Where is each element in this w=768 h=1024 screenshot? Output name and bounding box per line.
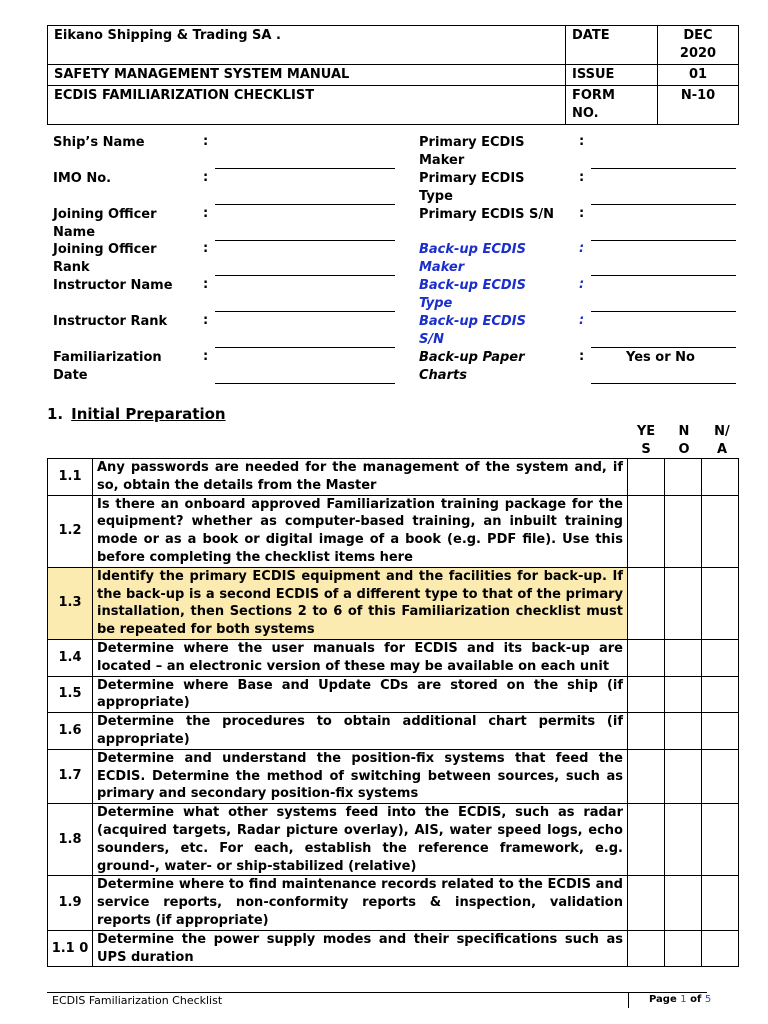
colon: : bbox=[579, 313, 585, 328]
checklist-row bbox=[48, 804, 739, 876]
issue-value: 01 bbox=[658, 65, 739, 86]
item-number: 1.9 bbox=[48, 876, 93, 930]
checklist-row bbox=[48, 495, 739, 567]
item-number: 1.7 bbox=[48, 749, 93, 803]
item-text: Determine where to find maintenance records related to the ECDIS and service reports, non-conformity reports & inspection, validation reports (if appropriate) bbox=[93, 876, 628, 930]
checkbox-no[interactable] bbox=[665, 567, 702, 639]
item-text: Determine where Base and Update CDs are stored on the ship (if appropriate) bbox=[93, 676, 628, 713]
checkbox-na[interactable] bbox=[702, 676, 739, 713]
checkbox-na[interactable] bbox=[702, 459, 739, 496]
checkbox-na[interactable] bbox=[702, 713, 739, 750]
checklist-row bbox=[48, 876, 739, 930]
primary-sn-field[interactable] bbox=[591, 240, 736, 241]
manual-title: SAFETY MANAGEMENT SYSTEM MANUAL bbox=[48, 65, 566, 86]
colon: : bbox=[203, 134, 209, 149]
checklist-row bbox=[48, 639, 739, 676]
joining-officer-rank-field[interactable] bbox=[215, 275, 395, 276]
colon: : bbox=[203, 277, 209, 292]
backup-maker-field[interactable] bbox=[591, 275, 736, 276]
col-header-no: N O bbox=[678, 424, 690, 457]
footer-divider bbox=[628, 992, 629, 1008]
item-number: 1.1 bbox=[48, 459, 93, 496]
instructor-name-field[interactable] bbox=[215, 311, 395, 312]
backup-maker-label: Back-up ECDIS Maker bbox=[419, 242, 526, 275]
imo-field[interactable] bbox=[215, 204, 395, 205]
checklist-row bbox=[48, 459, 739, 496]
colon: : bbox=[579, 277, 585, 292]
checkbox-no[interactable] bbox=[665, 639, 702, 676]
backup-paper-charts-label: Back-up Paper Charts bbox=[419, 350, 525, 383]
checkbox-no[interactable] bbox=[665, 495, 702, 567]
colon: : bbox=[203, 313, 209, 328]
primary-sn-label: Primary ECDIS S/N bbox=[419, 207, 555, 222]
form-label bbox=[566, 86, 658, 125]
item-number: 1.3 bbox=[48, 567, 93, 639]
form-label-1: FORM bbox=[572, 88, 615, 103]
colon: : bbox=[579, 349, 585, 364]
vessel-info-section bbox=[47, 130, 747, 390]
checkbox-na[interactable] bbox=[702, 495, 739, 567]
ships-name-field[interactable] bbox=[215, 168, 395, 169]
colon: : bbox=[579, 134, 585, 149]
checklist-title: ECDIS FAMILIARIZATION CHECKLIST bbox=[48, 86, 566, 125]
item-number: 1.1 0 bbox=[48, 930, 93, 967]
checkbox-no[interactable] bbox=[665, 749, 702, 803]
issue-label: ISSUE bbox=[566, 65, 658, 86]
form-label-2: NO. bbox=[572, 106, 599, 121]
familiarization-date-label: Familiarization Date bbox=[53, 350, 162, 383]
item-text: Determine and understand the position-fix systems that feed the ECDIS. Determine the method of switching between sources, such as primary and secondary position-fix systems bbox=[93, 749, 628, 803]
colon: : bbox=[579, 241, 585, 256]
section-heading bbox=[47, 405, 226, 423]
item-text: Determine the power supply modes and their specifications such as UPS duration bbox=[93, 930, 628, 967]
item-number: 1.2 bbox=[48, 495, 93, 567]
checkbox-no[interactable] bbox=[665, 713, 702, 750]
footer-rule bbox=[47, 992, 707, 993]
checklist-row bbox=[48, 567, 739, 639]
checkbox-no[interactable] bbox=[665, 876, 702, 930]
colon: : bbox=[203, 241, 209, 256]
col-header-yes: YE S bbox=[636, 424, 656, 457]
item-number: 1.4 bbox=[48, 639, 93, 676]
checkbox-yes[interactable] bbox=[628, 567, 665, 639]
section-number: 1. bbox=[47, 405, 64, 423]
section-title: Initial Preparation bbox=[71, 405, 226, 423]
colon: : bbox=[579, 170, 585, 185]
colon: : bbox=[203, 170, 209, 185]
checkbox-na[interactable] bbox=[702, 930, 739, 967]
colon: : bbox=[203, 349, 209, 364]
backup-paper-charts-field[interactable] bbox=[591, 383, 736, 384]
instructor-rank-label: Instructor Rank bbox=[53, 314, 168, 329]
item-text: Any passwords are needed for the management of the system and, if so, obtain the details from the Master bbox=[93, 459, 628, 496]
colon: : bbox=[579, 206, 585, 221]
checkbox-yes[interactable] bbox=[628, 676, 665, 713]
backup-type-label: Back-up ECDIS Type bbox=[419, 278, 526, 311]
primary-type-label: Primary ECDIS Type bbox=[419, 171, 525, 204]
checkbox-no[interactable] bbox=[665, 676, 702, 713]
checkbox-yes[interactable] bbox=[628, 495, 665, 567]
date-year: 2020 bbox=[679, 46, 717, 61]
company-name: Eikano Shipping & Trading SA . bbox=[48, 26, 566, 65]
joining-officer-name-label: Joining Officer Name bbox=[53, 207, 157, 240]
joining-officer-name-field[interactable] bbox=[215, 240, 395, 241]
item-text: Determine where the user manuals for ECDIS and its back-up are located – an electronic version of these may be available on each unit bbox=[93, 639, 628, 676]
checkbox-na[interactable] bbox=[702, 749, 739, 803]
familiarization-date-field[interactable] bbox=[215, 383, 395, 384]
backup-sn-field[interactable] bbox=[591, 347, 736, 348]
backup-type-field[interactable] bbox=[591, 311, 736, 312]
item-text: Determine what other systems feed into the ECDIS, such as radar (acquired targets, Radar picture overlay), AIS, water speed logs, echo sounders, etc. For each, establish the reference framework, e.g. ground-, water- or ship-stabilized (relative) bbox=[93, 804, 628, 876]
document-header bbox=[47, 25, 739, 125]
checkbox-yes[interactable] bbox=[628, 459, 665, 496]
checkbox-na[interactable] bbox=[702, 639, 739, 676]
checkbox-yes[interactable] bbox=[628, 749, 665, 803]
col-header-na: N/ A bbox=[714, 424, 730, 457]
date-value bbox=[658, 26, 739, 65]
checkbox-no[interactable] bbox=[665, 804, 702, 876]
checkbox-na[interactable] bbox=[702, 804, 739, 876]
checklist-table bbox=[47, 458, 739, 967]
primary-maker-field[interactable] bbox=[591, 168, 736, 169]
date-month: DEC bbox=[683, 28, 713, 43]
item-number: 1.6 bbox=[48, 713, 93, 750]
backup-paper-charts-value: Yes or No bbox=[626, 350, 695, 365]
primary-type-field[interactable] bbox=[591, 204, 736, 205]
colon: : bbox=[203, 206, 209, 221]
imo-label: IMO No. bbox=[53, 171, 112, 186]
checkbox-yes[interactable] bbox=[628, 804, 665, 876]
checkbox-na[interactable] bbox=[702, 567, 739, 639]
joining-officer-rank-label: Joining Officer Rank bbox=[53, 242, 157, 275]
item-number: 1.8 bbox=[48, 804, 93, 876]
checkbox-yes[interactable] bbox=[628, 876, 665, 930]
checklist-row bbox=[48, 713, 739, 750]
checklist-row bbox=[48, 930, 739, 967]
form-value: N-10 bbox=[658, 86, 739, 125]
ships-name-label: Ship’s Name bbox=[53, 135, 145, 150]
checklist-row bbox=[48, 676, 739, 713]
item-number: 1.5 bbox=[48, 676, 93, 713]
instructor-rank-field[interactable] bbox=[215, 347, 395, 348]
item-text: Identify the primary ECDIS equipment and the facilities for back-up. If the back-up is a second ECDIS of a different type to that of the primary installation, then Sections 2 to 6 of this Familiarization checklist must be repeated for both systems bbox=[93, 567, 628, 639]
instructor-name-label: Instructor Name bbox=[53, 278, 173, 293]
checkbox-na[interactable] bbox=[702, 876, 739, 930]
backup-sn-label: Back-up ECDIS S/N bbox=[419, 314, 526, 347]
page-indicator: Page 1 of 5 bbox=[649, 994, 712, 1005]
footer-doc-title: ECDIS Familiarization Checklist bbox=[52, 994, 223, 1007]
checkbox-no[interactable] bbox=[665, 459, 702, 496]
item-text: Is there an onboard approved Familiarization training package for the equipment? whether as computer-based training, an inbuilt training mode or as a book or digital image of a book (e.g. PDF file). Use this before completing the checklist items here bbox=[93, 495, 628, 567]
primary-maker-label: Primary ECDIS Maker bbox=[419, 135, 525, 168]
checklist-row bbox=[48, 749, 739, 803]
checkbox-yes[interactable] bbox=[628, 713, 665, 750]
date-label: DATE bbox=[566, 26, 658, 65]
item-text: Determine the procedures to obtain additional chart permits (if appropriate) bbox=[93, 713, 628, 750]
checkbox-yes[interactable] bbox=[628, 930, 665, 967]
checkbox-no[interactable] bbox=[665, 930, 702, 967]
checkbox-yes[interactable] bbox=[628, 639, 665, 676]
